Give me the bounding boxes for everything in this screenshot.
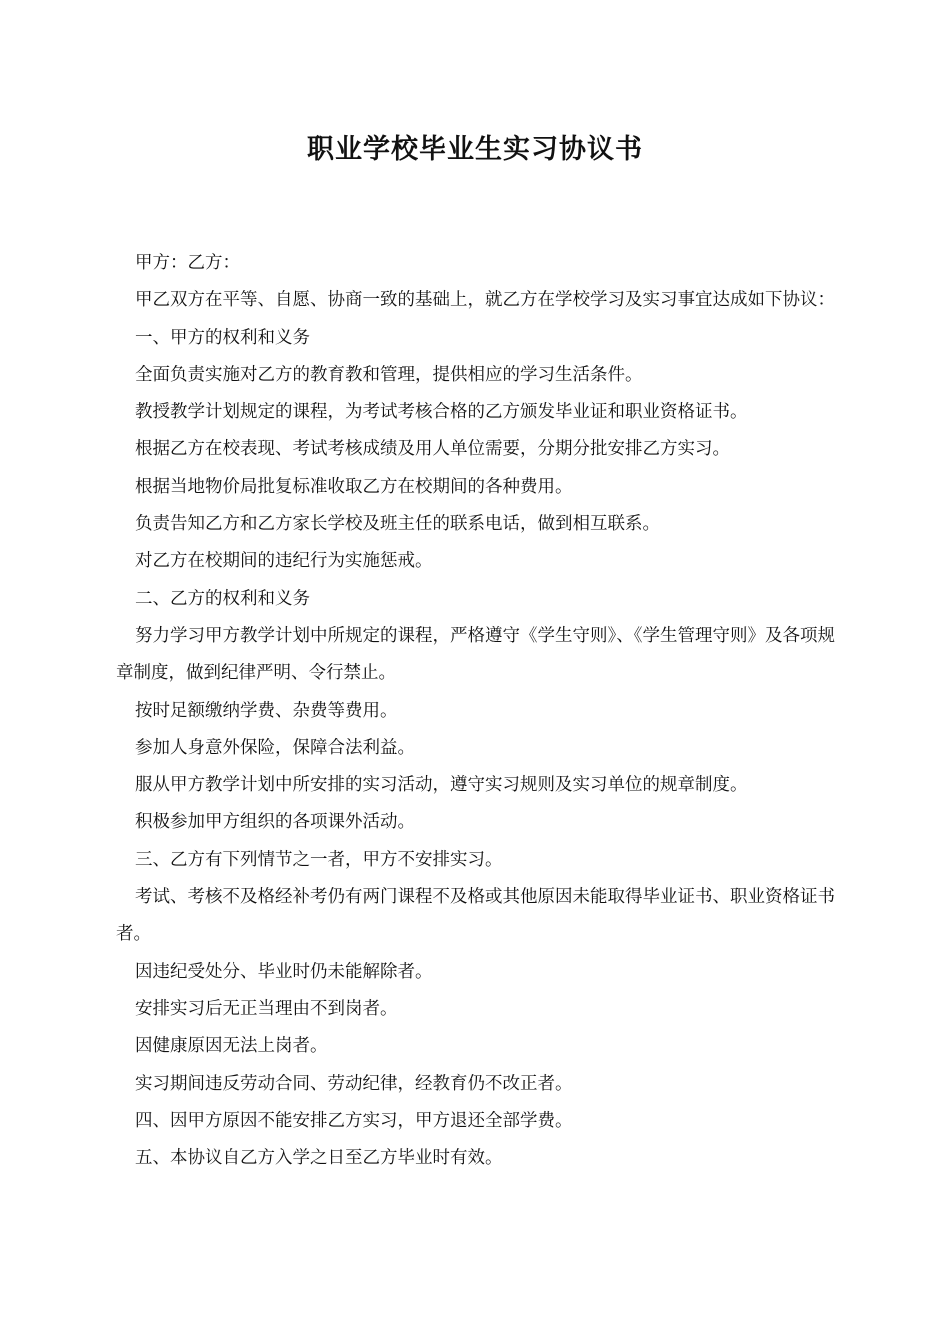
clause-paragraph: 因违纪受处分、毕业时仍未能解除者。 <box>135 961 433 982</box>
parties-line: 甲方：乙方： <box>135 253 240 273</box>
clause-paragraph: 根据当地物价局批复标准收取乙方在校期间的各种费用。 <box>135 476 573 497</box>
clause-paragraph: 努力学习甲方教学计划中所规定的课程，严格遵守《学生守则》、《学生管理守则》及各项规章制度，做到纪律严明、令行禁止。 <box>116 625 835 684</box>
section-heading-party-a: 一、甲方的权利和义务 <box>135 327 310 348</box>
clause-paragraph: 按时足额缴纳学费、杂费等费用。 <box>135 700 398 721</box>
clause-paragraph: 考试、考核不及格经补考仍有两门课程不及格或其他原因未能取得毕业证书、职业资格证书者。 <box>116 887 835 945</box>
clause-paragraph: 全面负责实施对乙方的教育教和管理，提供相应的学习生活条件。 <box>135 364 643 385</box>
section-heading-party-b: 二、乙方的权利和义务 <box>135 588 310 609</box>
section-heading-no-internship: 三、乙方有下列情节之一者，甲方不安排实习。 <box>135 849 503 870</box>
clause-paragraph: 实习期间违反劳动合同、劳动纪律，经教育仍不改正者。 <box>135 1073 573 1094</box>
clause-paragraph: 负责告知乙方和乙方家长学校及班主任的联系电话，做到相互联系。 <box>135 514 660 535</box>
clause-paragraph: 教授教学计划规定的课程，为考试考核合格的乙方颁发毕业证和职业资格证书。 <box>135 402 748 423</box>
clause-paragraph: 因健康原因无法上岗者。 <box>135 1036 328 1057</box>
section-heading-refund: 四、因甲方原因不能安排乙方实习，甲方退还全部学费。 <box>135 1110 573 1131</box>
document-body <box>116 245 838 1177</box>
clause-paragraph: 对乙方在校期间的违纪行为实施惩戒。 <box>135 551 433 572</box>
section-heading-validity: 五、本协议自乙方入学之日至乙方毕业时有效。 <box>135 1148 503 1169</box>
clause-paragraph: 安排实习后无正当理由不到岗者。 <box>135 998 398 1019</box>
clause-paragraph: 根据乙方在校表现、考试考核成绩及用人单位需要，分期分批安排乙方实习。 <box>135 439 730 460</box>
clause-paragraph: 积极参加甲方组织的各项课外活动。 <box>135 812 415 833</box>
preamble-paragraph: 甲乙双方在平等、自愿、协商一致的基础上，就乙方在学校学习及实习事宜达成如下协议： <box>135 290 835 311</box>
clause-paragraph: 服从甲方教学计划中所安排的实习活动，遵守实习规则及实习单位的规章制度。 <box>135 775 748 796</box>
document-title: 职业学校毕业生实习协议书 <box>307 134 643 165</box>
clause-paragraph: 参加人身意外保险，保障合法利益。 <box>135 737 415 758</box>
